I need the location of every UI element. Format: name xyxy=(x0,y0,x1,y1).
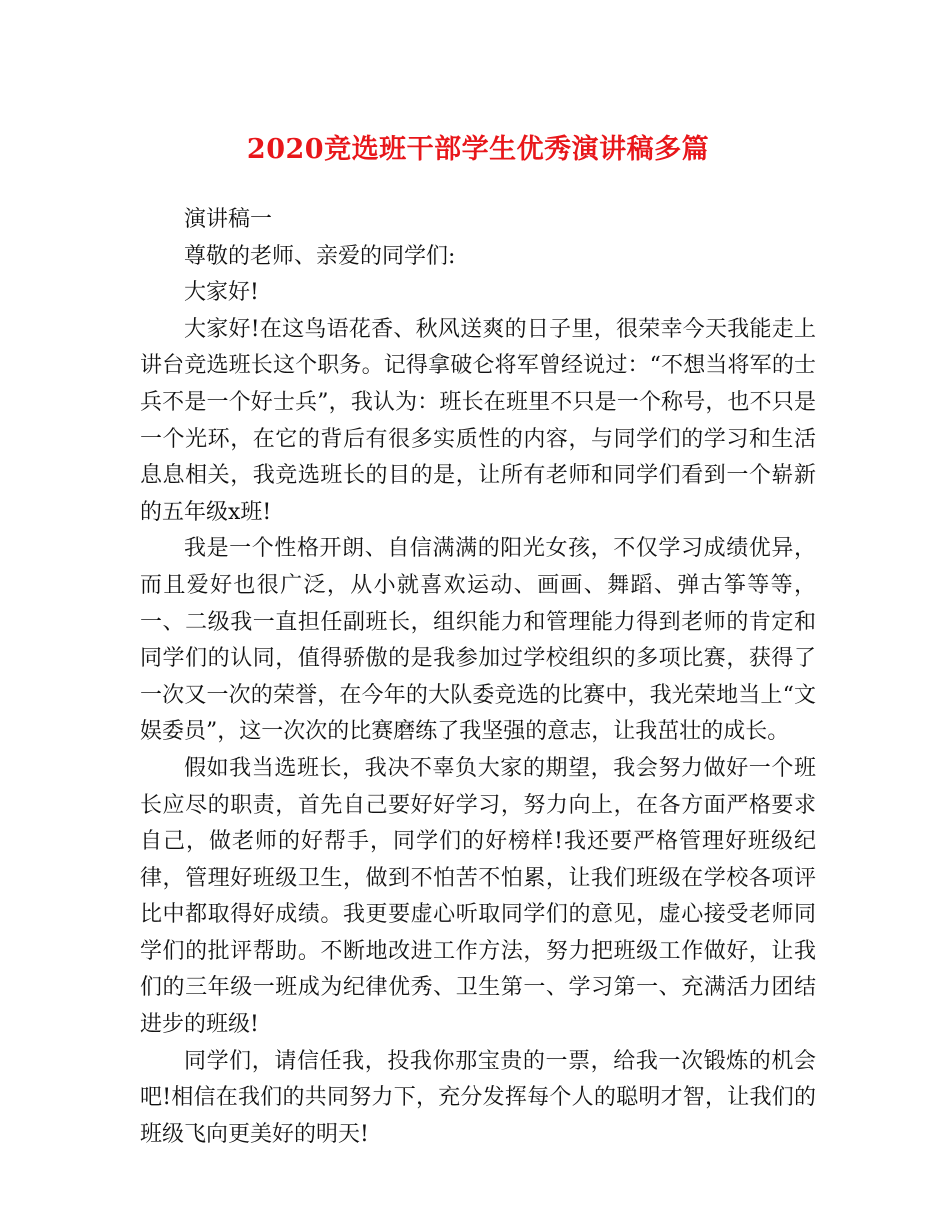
document-body xyxy=(140,202,816,1153)
paragraph-intro: 大家好!在这鸟语花香、秋风送爽的日子里，很荣幸今天我能走上讲台竞选班长这个职务。记得拿破仑将军曾经说过：“不想当将军的士兵不是一个好士兵”，我认为：班长在班里不只是一个称号，也不只是一个光环，在它的背后有很多实质性的内容，与同学们的学习和生活息息相关，我竞选班长的目的是，让所有老师和同学们看到一个崭新的五年级x班! xyxy=(140,316,816,525)
paragraph-heading: 演讲稿一 xyxy=(184,207,273,232)
paragraph-closing: 同学们，请信任我，投我你那宝贵的一票，给我一次锻炼的机会吧!相信在我们的共同努力下，充分发挥每个人的聪明才智，让我们的班级飞向更美好的明天! xyxy=(140,1048,816,1147)
document-page xyxy=(140,0,816,1230)
document-title: 2020竞选班干部学生优秀演讲稿多篇 xyxy=(246,134,710,165)
paragraph-self-introduction: 我是一个性格开朗、自信满满的阳光女孩，不仅学习成绩优异，而且爱好也很广泛，从小就喜欢运动、画画、舞蹈、弹古筝等等，一、二级我一直担任副班长，组织能力和管理能力得到老师的肯定和同学们的认同，值得骄傲的是我参加过学校组织的多项比赛，获得了一次又一次的荣誉，在今年的大队委竞选的比赛中，我光荣地当上“文娱委员”，这一次次的比赛磨练了我坚强的意志，让我茁壮的成长。 xyxy=(140,536,816,745)
paragraph-salutation: 尊敬的老师、亲爱的同学们: xyxy=(184,243,456,269)
paragraph-greeting: 大家好! xyxy=(184,280,259,306)
paragraph-promise: 假如我当选班长，我决不辜负大家的期望，我会努力做好一个班长应尽的职责，首先自己要好好学习，努力向上，在各方面严格要求自己，做老师的好帮手，同学们的好榜样!我还要严格管理好班级纪律，管理好班级卫生，做到不怕苦不怕累，让我们班级在学校各项评比中都取得好成绩。我更要虚心听取同学们的意见，虚心接受老师同学们的批评帮助。不断地改进工作方法，努力把班级工作做好，让我们的三年级一班成为纪律优秀、卫生第一、学习第一、充满活力团结进步的班级! xyxy=(140,755,816,1038)
